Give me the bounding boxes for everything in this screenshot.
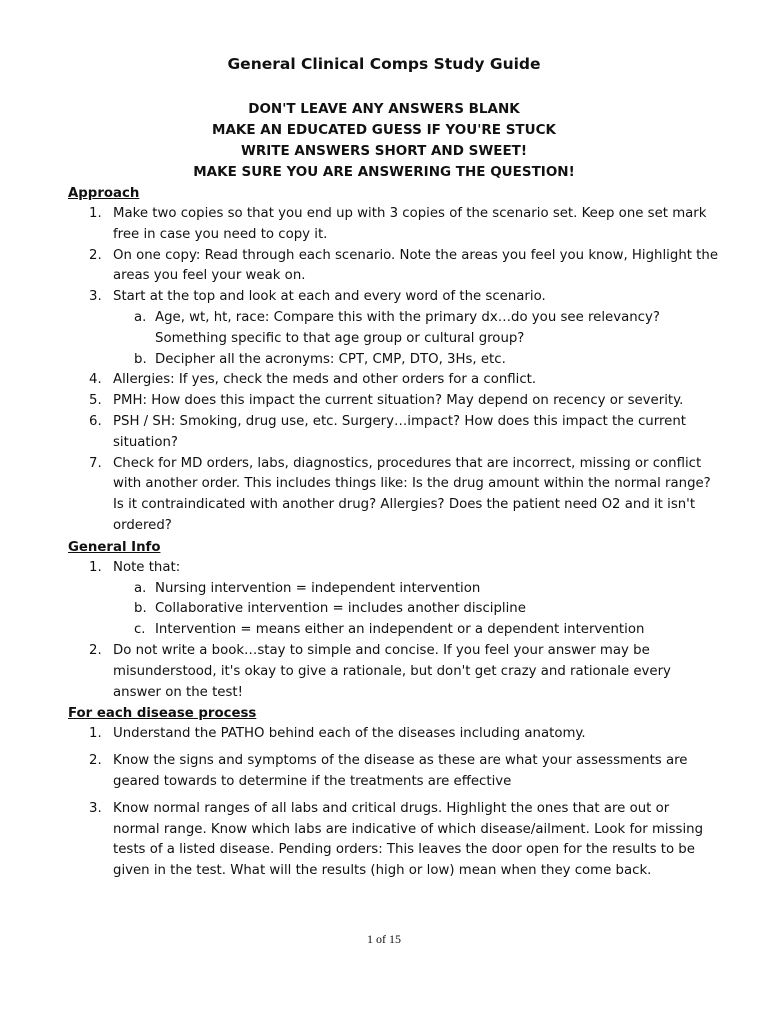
list-item xyxy=(68,287,718,308)
item-number: 1. xyxy=(89,726,102,742)
section-heading-disease-process: For each disease process xyxy=(68,706,257,722)
list-item xyxy=(68,246,718,288)
list-item xyxy=(68,751,718,793)
list-item xyxy=(68,391,718,412)
item-text: Know normal ranges of all labs and critical drugs. Highlight the ones that are out or normal range. Know which labs are indicative of which disease/ailment. Look for missing tests of a listed disease. Pending orders: This leaves the door open for the results to be given in the test. What will the results (high or low) mean when they come back. xyxy=(113,800,704,879)
item-text: On one copy: Read through each scenario. Note the areas you feel you know, Highlight the areas you feel your weak on. xyxy=(113,247,719,284)
list-item xyxy=(68,454,718,537)
callout-line: DON'T LEAVE ANY ANSWERS BLANK xyxy=(248,101,520,117)
item-number: 5. xyxy=(89,393,102,409)
sub-item-text: Intervention = means either an independent or a dependent intervention xyxy=(155,622,645,638)
list-item xyxy=(68,799,718,882)
list-item xyxy=(68,724,718,745)
item-text: Know the signs and symptoms of the disease as these are what your assessments are geared towards to determine if the treatments are effective xyxy=(113,753,688,789)
item-number: 6. xyxy=(89,413,102,429)
list-item xyxy=(68,641,718,703)
callout-line: WRITE ANSWERS SHORT AND SWEET! xyxy=(240,143,528,159)
item-number: 2. xyxy=(89,247,102,263)
section-heading-approach: Approach xyxy=(68,186,140,201)
callout-line: MAKE SURE YOU ARE ANSWERING THE QUESTION! xyxy=(193,164,575,180)
list-item xyxy=(68,412,718,454)
page-title: General Clinical Comps Study Guide xyxy=(227,55,541,73)
item-number: 3. xyxy=(89,289,102,305)
page-number: 1 of 15 xyxy=(367,932,401,946)
sub-list-item xyxy=(68,579,718,600)
item-text: PSH / SH: Smoking, drug use, etc. Surgery…impact? How does this impact the current situation? xyxy=(113,413,686,450)
item-text: Check for MD orders, labs, diagnostics, procedures that are incorrect, missing or conflict with another order. This includes things like: Is the drug amount within the normal range? Is it contraindicated with another drug? Allergies? Does the patient need O2 and it isn't ordered? xyxy=(113,455,711,533)
section-heading-general-info: General Info xyxy=(68,539,161,555)
sub-item-letter: a. xyxy=(134,580,147,596)
item-text: Start at the top and look at each and every word of the scenario. xyxy=(113,289,546,305)
document-body xyxy=(68,183,718,882)
sub-item-letter: c. xyxy=(134,622,146,638)
item-text: Do not write a book…stay to simple and concise. If you feel your answer may be misunderstood, it's okay to give a rationale, but don't get crazy and rationale every answer on the test! xyxy=(113,642,671,700)
callout-block xyxy=(0,99,768,183)
sub-item-letter: b. xyxy=(134,351,147,367)
item-text: Allergies: If yes, check the meds and other orders for a conflict. xyxy=(113,372,537,388)
sub-list-item xyxy=(68,620,718,641)
list-item xyxy=(68,558,718,579)
list-item xyxy=(68,370,718,391)
sub-list-item xyxy=(68,308,718,350)
sub-item-text: Age, wt, ht, race: Compare this with the primary dx…do you see relevancy? Something specific to that age group or cultural group? xyxy=(155,309,660,346)
item-number: 2. xyxy=(89,642,102,658)
item-number: 1. xyxy=(89,559,102,575)
item-number: 7. xyxy=(89,455,102,471)
item-text: PMH: How does this impact the current situation? May depend on recency or severity. xyxy=(113,393,684,409)
item-number: 4. xyxy=(89,372,102,388)
sub-item-text: Decipher all the acronyms: CPT, CMP, DTO, 3Hs, etc. xyxy=(155,351,506,367)
sub-item-letter: b. xyxy=(134,601,147,617)
sub-item-text: Collaborative intervention = includes another discipline xyxy=(155,601,526,617)
callout-line: MAKE AN EDUCATED GUESS IF YOU'RE STUCK xyxy=(212,122,556,138)
sub-list-item xyxy=(68,599,718,620)
item-text: Make two copies so that you end up with 3 copies of the scenario set. Keep one set mark free in case you need to copy it. xyxy=(113,206,707,242)
item-number: 2. xyxy=(89,753,102,769)
sub-item-text: Nursing intervention = independent intervention xyxy=(155,580,481,596)
item-number: 1. xyxy=(89,206,102,221)
item-text: Understand the PATHO behind each of the diseases including anatomy. xyxy=(113,726,586,742)
sub-list-item xyxy=(68,350,718,371)
item-text: Note that: xyxy=(113,559,181,575)
sub-item-letter: a. xyxy=(134,309,147,325)
item-number: 3. xyxy=(89,800,102,816)
list-item xyxy=(68,204,718,246)
